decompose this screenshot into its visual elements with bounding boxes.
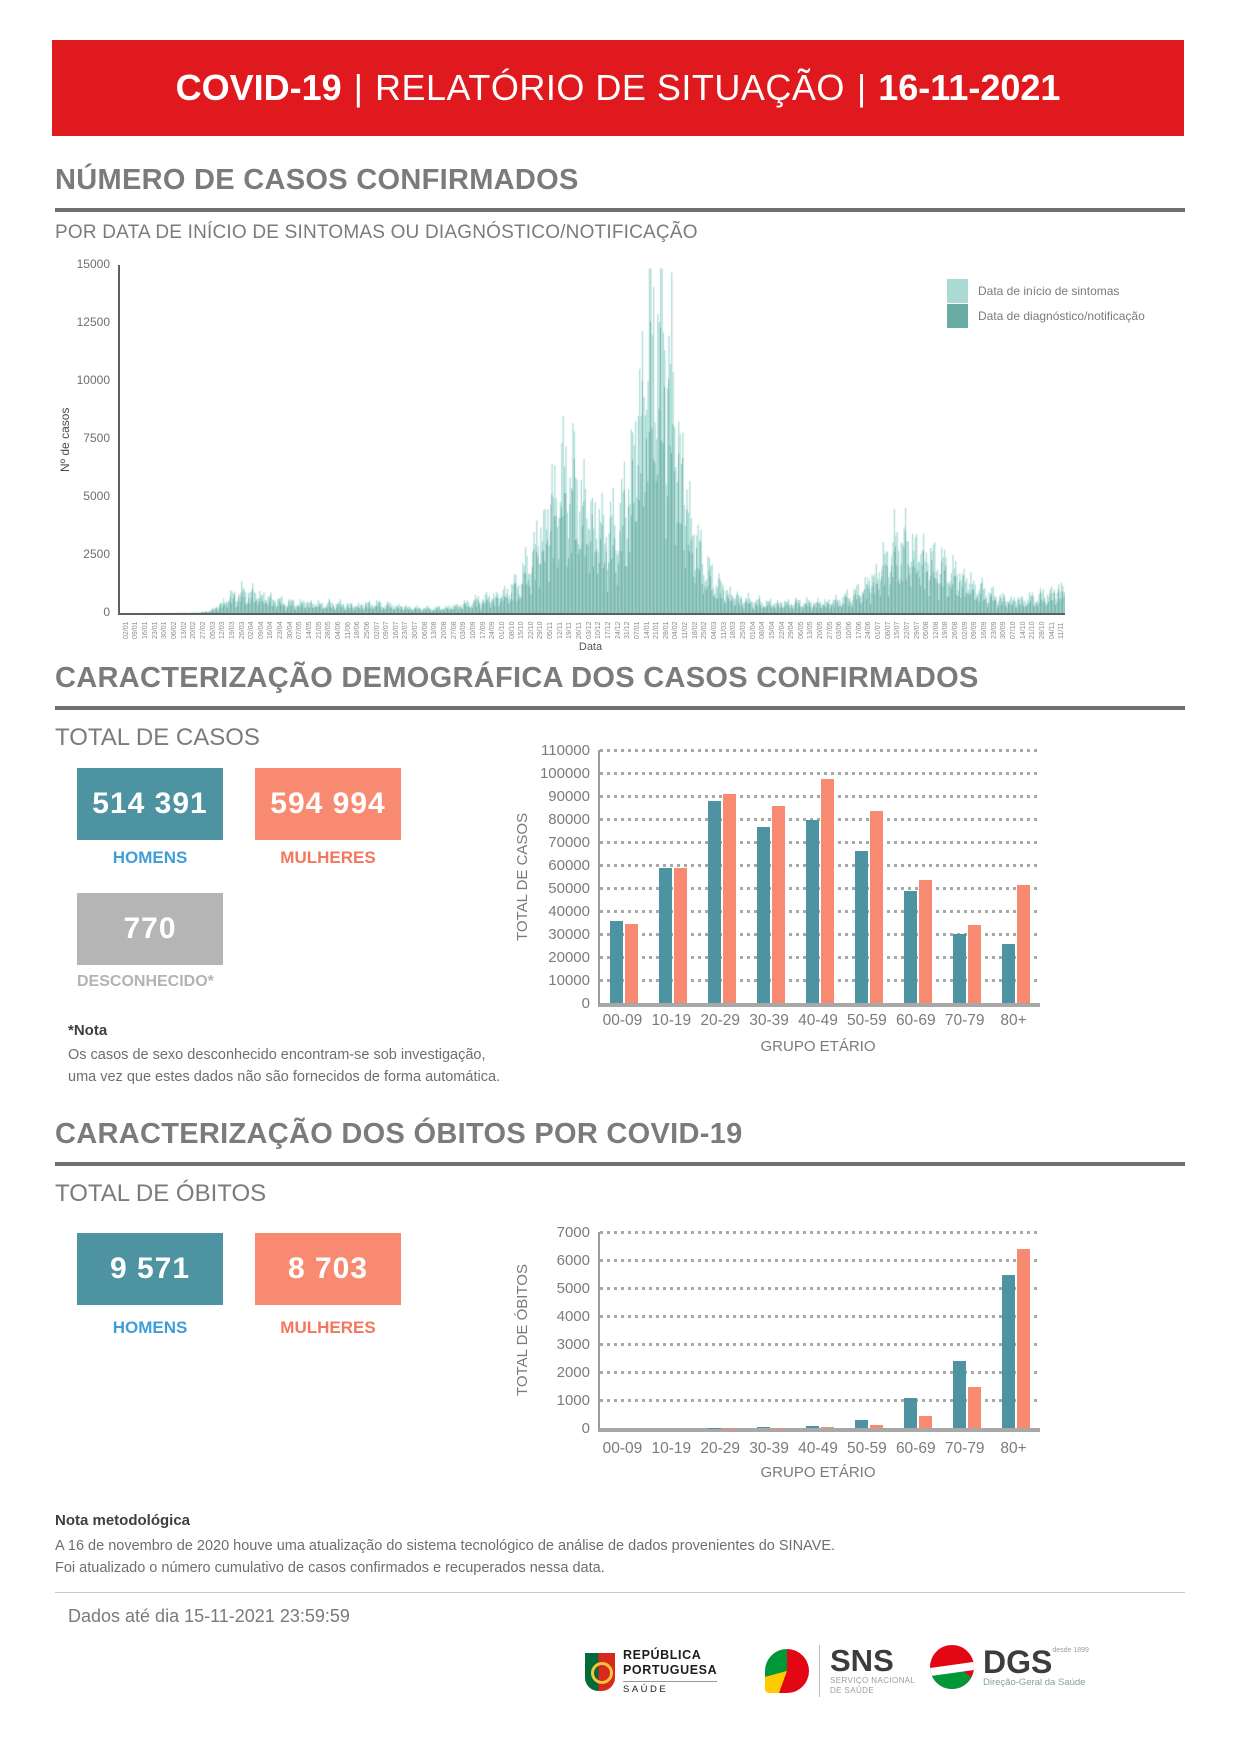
y-tick-label: 0 [581, 1420, 590, 1437]
sns-divider [819, 1645, 820, 1697]
age-group-label: 60-69 [895, 1440, 936, 1457]
x-tick-label: 11/06 [344, 622, 352, 639]
bar-men-20-29 [708, 801, 721, 1003]
bar-women-70-79 [968, 1387, 981, 1428]
epidemic-y-axis-label: Nº de casos [58, 407, 72, 473]
bar-men-40-49 [806, 1426, 819, 1428]
x-tick-label: 31/12 [624, 621, 632, 639]
x-tick-label: 19/11 [566, 622, 574, 639]
x-tick-label: 30/07 [412, 621, 420, 639]
y-tick-label: 7000 [556, 1224, 590, 1241]
gridline [600, 1371, 1040, 1374]
republica-line3: SAÚDE [623, 1681, 717, 1695]
deaths-age-x-axis-label: GRUPO ETÁRIO [760, 1464, 876, 1481]
bar-men-60-69 [904, 1398, 917, 1428]
cases-age-x-axis-ticks [598, 1012, 1038, 1034]
x-tick-label: 15/07 [894, 621, 902, 639]
legend-row-diagnosis [947, 303, 1145, 328]
age-group-label: 20-29 [700, 1440, 741, 1457]
x-tick-label: 07/05 [296, 621, 304, 639]
x-tick-label: 16/01 [142, 621, 150, 639]
bar-men-30-39 [757, 1427, 770, 1428]
total-deaths-women-box: 8 703 [255, 1233, 401, 1305]
age-group-label: 30-39 [749, 1440, 789, 1457]
x-tick-label: 28/05 [325, 621, 333, 639]
section-rule [55, 208, 1185, 212]
x-tick-label: 13/08 [431, 621, 439, 639]
age-group-label: 40-49 [798, 1440, 838, 1457]
logo-dgs [930, 1645, 1089, 1689]
age-group-label: 00-09 [602, 1440, 643, 1457]
epidemic-chart-title: POR DATA DE INÍCIO DE SINTOMAS OU DIAGNÓSTICO/NOTIFICAÇÃO [55, 222, 698, 243]
total-cases-women-box: 594 994 [255, 768, 401, 840]
x-tick-label: 01/04 [749, 621, 757, 639]
x-tick-label: 13/02 [180, 621, 188, 639]
total-deaths-women-label: MULHERES [280, 1318, 376, 1337]
x-tick-label: 29/04 [788, 621, 796, 639]
data-until-timestamp: Dados até dia 15-11-2021 23:59:59 [68, 1606, 350, 1626]
x-tick-label: 16/04 [267, 621, 275, 639]
y-tick-label: 110000 [541, 742, 590, 759]
y-tick-label: 5000 [556, 1280, 590, 1297]
x-tick-label: 19/03 [228, 621, 236, 639]
y-tick-label: 3000 [556, 1336, 590, 1353]
x-tick-label: 16/07 [392, 621, 400, 639]
x-tick-label: 30/04 [286, 621, 294, 639]
x-tick-label: 23/04 [277, 621, 285, 639]
total-deaths-men-label: HOMENS [112, 1318, 188, 1337]
x-tick-label: 05/03 [209, 621, 217, 639]
logo-sns [765, 1645, 915, 1697]
gridline [600, 1287, 1040, 1290]
y-tick-label: 1000 [556, 1392, 590, 1409]
y-tick-label: 40000 [548, 903, 590, 920]
x-tick-label: 12/11 [556, 622, 564, 639]
legend-row-symptoms [947, 278, 1145, 303]
gridline [600, 1343, 1040, 1346]
cases-age-y-axis-label: TOTAL DE CASOS [514, 812, 531, 941]
x-tick-label: 09/09 [971, 621, 979, 639]
epidemic-chart-canvas [120, 265, 1065, 613]
bar-women-50-59 [870, 1425, 883, 1428]
section-title-cases: NÚMERO DE CASOS CONFIRMADOS [55, 164, 579, 196]
method-note-line2: Foi atualizado o número cumulativo de casos confirmados e recuperados nessa data. [55, 1560, 605, 1576]
deaths-age-y-axis-label: TOTAL DE ÓBITOS [514, 1264, 531, 1396]
x-tick-label: 25/03 [739, 621, 747, 639]
unknown-note-line2: uma vez que estes dados não são fornecidos de forma automática. [68, 1069, 501, 1085]
bar-men-40-49 [806, 820, 819, 1003]
y-tick-label: 0 [103, 605, 110, 619]
age-group-label: 80+ [1000, 1440, 1027, 1457]
x-tick-label: 26/08 [952, 621, 960, 639]
epidemic-chart-legend [947, 278, 1145, 328]
x-tick-label: 06/05 [797, 621, 805, 639]
x-tick-label: 14/05 [306, 621, 314, 639]
method-note-line1: A 16 de novembro de 2020 houve uma atualização do sistema tecnológico de análise de dados provenientes do SINAVE. [55, 1538, 836, 1554]
x-tick-label: 11/02 [682, 622, 690, 639]
x-tick-label: 03/06 [836, 621, 844, 639]
bar-women-20-29 [723, 794, 736, 1003]
x-tick-label: 22/04 [778, 621, 786, 639]
x-tick-label: 08/10 [508, 621, 516, 639]
age-group-label: 80+ [1000, 1012, 1027, 1029]
gridline [600, 749, 1040, 752]
x-tick-label: 27/02 [199, 621, 207, 639]
y-tick-label: 90000 [548, 788, 590, 805]
gridline [600, 864, 1040, 867]
x-tick-label: 21/05 [315, 621, 323, 639]
age-group-label: 40-49 [798, 1012, 838, 1029]
y-tick-label: 4000 [556, 1308, 590, 1325]
gridline [600, 772, 1040, 775]
unknown-note-title: *Nota [68, 1022, 108, 1039]
x-tick-label: 25/02 [701, 621, 709, 639]
header-divider: | [856, 67, 867, 108]
x-tick-label: 05/11 [547, 622, 555, 639]
x-tick-label: 09/01 [132, 621, 140, 639]
logo-republica-portuguesa [585, 1648, 717, 1695]
x-tick-label: 03/09 [460, 621, 468, 639]
x-tick-label: 19/08 [942, 621, 950, 639]
x-tick-label: 23/01 [151, 621, 159, 639]
x-tick-label: 12/08 [932, 621, 940, 639]
x-tick-label: 18/02 [691, 621, 699, 639]
sns-emblem-icon [765, 1649, 809, 1693]
section-title-deaths: CARACTERIZAÇÃO DOS ÓBITOS POR COVID-19 [55, 1118, 743, 1150]
y-tick-label: 70000 [548, 834, 590, 851]
total-cases-women-label: MULHERES [280, 848, 376, 867]
x-tick-label: 04/11 [1048, 622, 1056, 639]
x-tick-label: 30/09 [1000, 621, 1008, 639]
x-tick-label: 07/10 [1009, 621, 1017, 639]
gridline [600, 1259, 1040, 1262]
bar-women-60-69 [919, 1416, 932, 1428]
age-group-label: 30-39 [749, 1012, 789, 1029]
x-tick-label: 11/03 [720, 622, 728, 639]
bar-women-50-59 [870, 811, 883, 1003]
y-tick-label: 5000 [83, 489, 110, 503]
age-group-label: 70-79 [944, 1440, 985, 1457]
bar-women-80+ [1017, 1249, 1030, 1428]
y-tick-label: 10000 [548, 972, 590, 989]
x-tick-label: 02/09 [961, 621, 969, 639]
section-rule [55, 1162, 1185, 1166]
y-tick-label: 6000 [556, 1252, 590, 1269]
x-tick-label: 09/07 [383, 621, 391, 639]
x-tick-label: 21/10 [1029, 621, 1037, 639]
section-rule [55, 706, 1185, 710]
total-cases-men-box: 514 391 [77, 768, 223, 840]
x-tick-label: 01/07 [874, 621, 882, 639]
x-tick-label: 14/10 [1019, 621, 1027, 639]
age-group-label: 10-19 [651, 1440, 692, 1457]
bar-women-60-69 [919, 880, 932, 1003]
age-group-label: 10-19 [651, 1012, 692, 1029]
x-tick-label: 26/11 [576, 622, 584, 639]
report-header-banner [52, 40, 1184, 136]
bar-men-70-79 [953, 1361, 966, 1428]
x-tick-label: 16/09 [981, 621, 989, 639]
total-deaths-subtitle: TOTAL DE ÓBITOS [55, 1180, 267, 1207]
x-tick-label: 10/06 [846, 621, 854, 639]
legend-label-diagnosis: Data de diagnóstico/notificação [978, 308, 1145, 323]
x-tick-label: 24/06 [865, 621, 873, 639]
x-tick-label: 20/05 [817, 621, 825, 639]
bar-women-40-49 [821, 779, 834, 1003]
bar-men-50-59 [855, 851, 868, 1003]
x-tick-label: 17/09 [479, 621, 487, 639]
report-date: 16-11-2021 [878, 67, 1061, 108]
x-tick-label: 26/03 [238, 621, 246, 639]
total-cases-unknown-label: DESCONHECIDO* [77, 973, 214, 990]
y-tick-label: 15000 [76, 257, 110, 271]
x-tick-label: 02/01 [122, 621, 130, 639]
x-tick-label: 06/08 [421, 621, 429, 639]
x-tick-label: 10/12 [595, 621, 603, 639]
y-tick-label: 60000 [548, 857, 590, 874]
epidemic-chart-plot [118, 265, 1065, 615]
gridline [600, 795, 1040, 798]
total-deaths-men-box: 9 571 [77, 1233, 223, 1305]
x-tick-label: 21/01 [653, 621, 661, 639]
x-tick-label: 10/09 [469, 621, 477, 639]
age-group-label: 70-79 [944, 1012, 985, 1029]
cases-age-x-axis-label: GRUPO ETÁRIO [760, 1038, 876, 1055]
sns-text [830, 1643, 916, 1696]
unknown-note-line1: Os casos de sexo desconhecido encontram-se sob investigação, [68, 1047, 486, 1063]
x-tick-label: 18/06 [354, 621, 362, 639]
legend-label-symptoms: Data de início de sintomas [978, 283, 1120, 298]
x-tick-label: 15/10 [518, 621, 526, 639]
sns-name: SNS [830, 1643, 894, 1678]
portugal-coat-of-arms-icon [585, 1653, 615, 1691]
bar-women-10-19 [674, 868, 687, 1003]
republica-portuguesa-text [623, 1648, 717, 1695]
x-tick-label: 14/01 [643, 621, 651, 639]
dgs-name: DGS [983, 1643, 1053, 1680]
x-tick-label: 15/04 [768, 621, 776, 639]
bar-women-80+ [1017, 885, 1030, 1003]
age-group-label: 50-59 [847, 1440, 887, 1457]
y-tick-label: 50000 [548, 880, 590, 897]
x-tick-label: 17/12 [604, 621, 612, 639]
deaths-age-chart-plot [598, 1232, 1040, 1432]
method-note-title: Nota metodológica [55, 1512, 191, 1529]
x-tick-label: 28/01 [662, 621, 670, 639]
x-tick-label: 09/04 [257, 621, 265, 639]
bar-women-30-39 [772, 806, 785, 1003]
x-tick-label: 03/12 [585, 621, 593, 639]
x-tick-label: 07/01 [633, 621, 641, 639]
gridline [600, 818, 1040, 821]
x-tick-label: 24/12 [614, 621, 622, 639]
total-cases-unknown-box: 770 [77, 893, 223, 965]
header-divider: | [353, 67, 363, 108]
epidemic-x-axis-label: Data [578, 641, 603, 653]
bar-men-80+ [1002, 944, 1015, 1003]
bar-men-60-69 [904, 891, 917, 1003]
total-cases-subtitle: TOTAL DE CASOS [55, 724, 260, 751]
x-tick-label: 01/10 [498, 621, 506, 639]
dgs-text [983, 1643, 1089, 1688]
age-group-label: 50-59 [847, 1012, 887, 1029]
x-tick-label: 05/08 [923, 621, 931, 639]
x-tick-label: 25/06 [363, 621, 371, 639]
dgs-since: desde 1899 [1052, 1646, 1089, 1654]
report-product-name: COVID-19 [175, 67, 342, 108]
y-tick-label: 12500 [76, 315, 110, 329]
cases-age-chart-plot [598, 750, 1040, 1007]
y-tick-label: 7500 [83, 431, 110, 445]
y-tick-label: 2000 [556, 1364, 590, 1381]
bar-men-50-59 [855, 1420, 868, 1428]
bar-men-00-09 [610, 921, 623, 1003]
x-tick-label: 29/07 [913, 621, 921, 639]
sns-subtitle-line2: DE SAÚDE [830, 1686, 875, 1695]
x-tick-label: 29/10 [537, 621, 545, 639]
footer-divider [55, 1592, 1185, 1593]
total-cases-men-label: HOMENS [112, 848, 188, 867]
sns-subtitle-line1: SERVIÇO NACIONAL [830, 1676, 916, 1685]
y-tick-label: 0 [581, 995, 590, 1012]
x-tick-label: 28/10 [1038, 621, 1046, 639]
y-tick-label: 2500 [83, 547, 110, 561]
x-tick-label: 08/07 [884, 621, 892, 639]
y-tick-label: 10000 [76, 373, 110, 387]
x-tick-label: 18/03 [730, 621, 738, 639]
x-tick-label: 11/11 [1058, 622, 1066, 639]
age-group-label: 20-29 [700, 1012, 741, 1029]
bar-men-10-19 [659, 868, 672, 1003]
bar-women-70-79 [968, 925, 981, 1003]
gridline [600, 1315, 1040, 1318]
bar-men-70-79 [953, 934, 966, 1003]
x-tick-label: 27/05 [826, 621, 834, 639]
x-tick-label: 22/10 [527, 621, 535, 639]
republica-line2: PORTUGUESA [623, 1663, 718, 1677]
x-tick-label: 27/08 [450, 621, 458, 639]
section-title-demography: CARACTERIZAÇÃO DEMOGRÁFICA DOS CASOS CONFIRMADOS [55, 662, 979, 694]
report-type: RELATÓRIO DE SITUAÇÃO [374, 67, 845, 108]
x-tick-label: 20/02 [190, 621, 198, 639]
y-tick-label: 20000 [548, 949, 590, 966]
age-group-label: 00-09 [602, 1012, 643, 1029]
x-tick-label: 23/07 [402, 621, 410, 639]
deaths-age-x-axis-ticks [598, 1440, 1038, 1462]
x-tick-label: 06/02 [171, 621, 179, 639]
bar-men-30-39 [757, 827, 770, 1003]
x-tick-label: 04/03 [711, 621, 719, 639]
y-tick-label: 100000 [539, 765, 590, 782]
bar-women-00-09 [625, 924, 638, 1003]
bar-men-80+ [1002, 1275, 1015, 1428]
dgs-emblem-icon [930, 1645, 974, 1689]
x-tick-label: 13/05 [807, 621, 815, 639]
x-tick-label: 24/09 [489, 621, 497, 639]
x-tick-label: 04/02 [672, 621, 680, 639]
x-tick-label: 08/04 [759, 621, 767, 639]
bar-women-40-49 [821, 1427, 834, 1428]
x-tick-label: 02/04 [248, 621, 256, 639]
legend-swatch-symptoms [947, 279, 968, 303]
x-tick-label: 12/03 [219, 621, 227, 639]
x-tick-label: 30/01 [161, 621, 169, 639]
x-tick-label: 23/09 [990, 621, 998, 639]
dgs-subtitle: Direção-Geral da Saúde [983, 1676, 1086, 1688]
age-group-label: 60-69 [895, 1012, 936, 1029]
gridline [600, 1231, 1040, 1234]
republica-line1: REPÚBLICA [623, 1648, 702, 1662]
x-tick-label: 22/07 [903, 621, 911, 639]
y-tick-label: 30000 [548, 926, 590, 943]
x-tick-label: 17/06 [855, 621, 863, 639]
x-tick-label: 04/06 [334, 621, 342, 639]
x-tick-label: 02/07 [373, 621, 381, 639]
gridline [600, 841, 1040, 844]
y-tick-label: 80000 [548, 811, 590, 828]
x-tick-label: 20/08 [441, 621, 449, 639]
legend-swatch-diagnosis [947, 304, 968, 328]
